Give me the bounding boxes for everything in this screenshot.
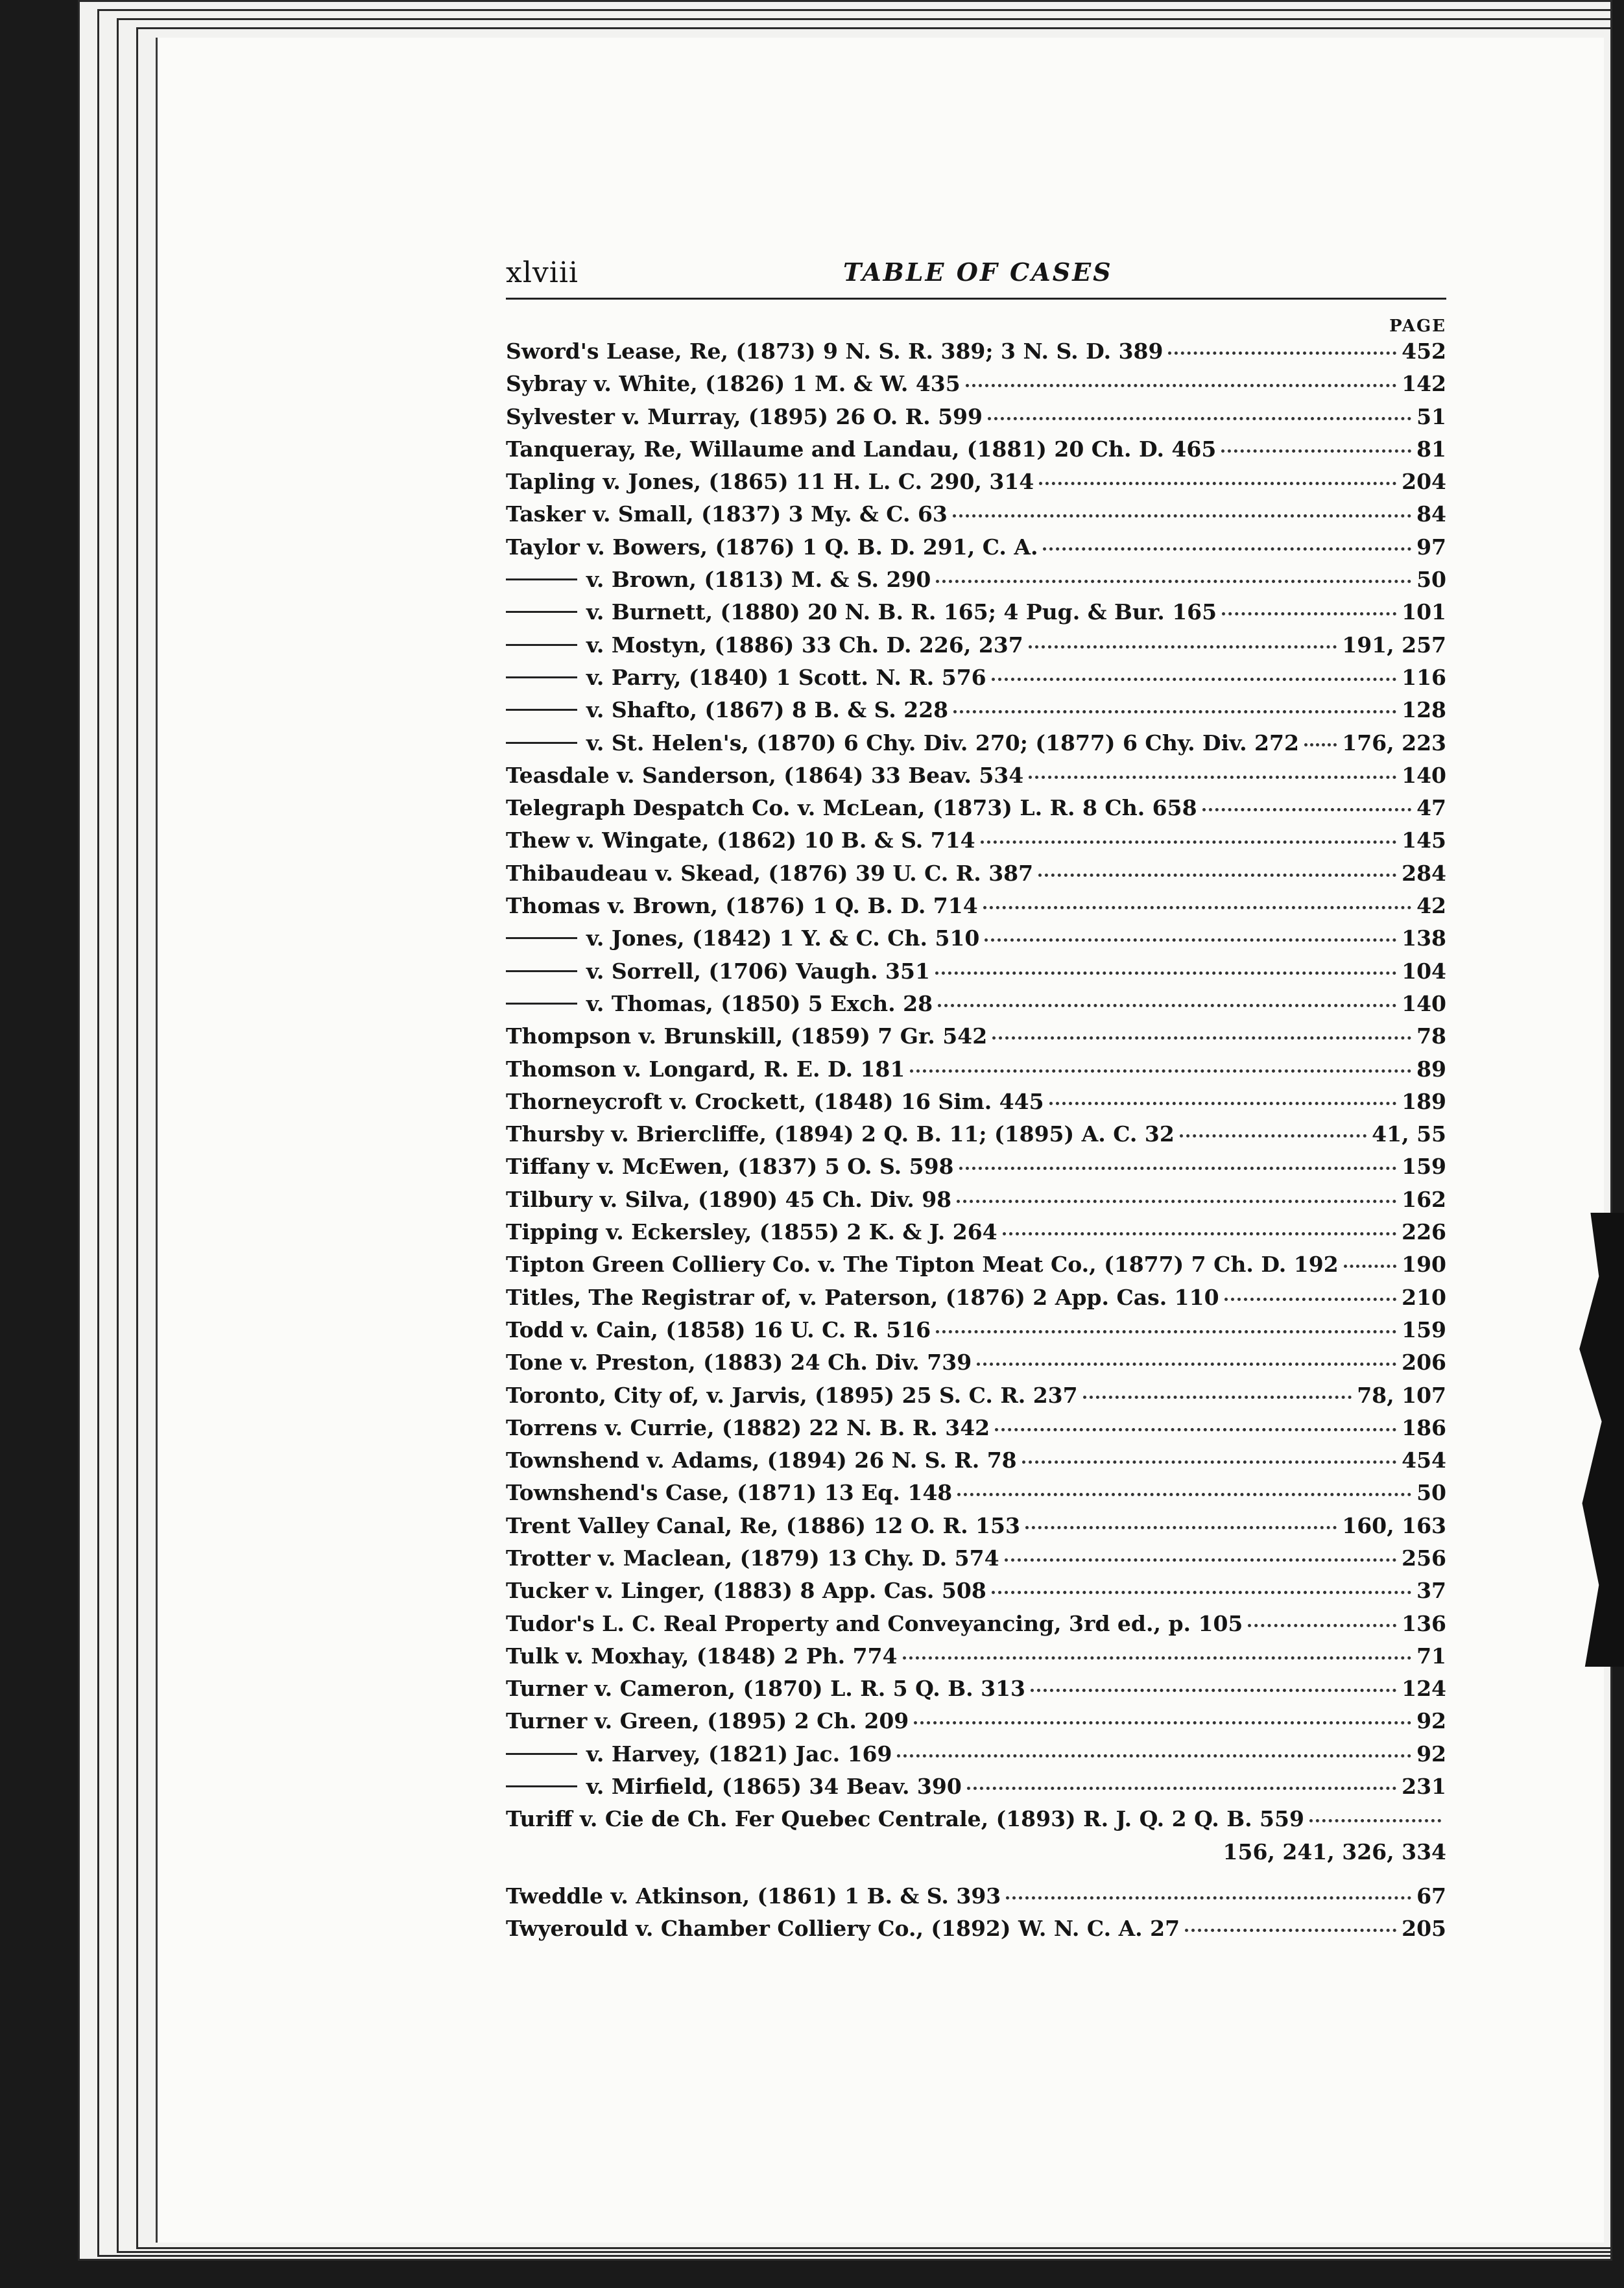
case-page-number: 452 [1402, 339, 1446, 364]
case-entry [506, 1513, 1446, 1545]
case-entry [506, 1415, 1446, 1448]
case-entry [506, 501, 1446, 534]
case-name: Tudor's L. C. Real Property and Conveyancing, 3rd ed., p. 105 [506, 1610, 1243, 1636]
case-name: Trent Valley Canal, Re, (1886) 12 O. R. 153 [506, 1512, 1020, 1538]
case-page-number: 50 [1416, 567, 1446, 593]
case-page-number: 37 [1416, 1578, 1446, 1604]
case-page-number: 89 [1416, 1056, 1446, 1082]
case-page-number: 256 [1402, 1545, 1446, 1571]
case-name: Todd v. Cain, (1858) 16 U. C. R. 516 [506, 1317, 931, 1342]
case-page-number: 84 [1416, 501, 1446, 527]
dot-leader [1224, 1298, 1397, 1301]
case-name: Tiffany v. McEwen, (1837) 5 O. S. 598 [506, 1154, 954, 1180]
case-page-number: 190 [1402, 1252, 1446, 1278]
case-name: Telegraph Despatch Co. v. McLean, (1873) L. R. 8 Ch. 658 [506, 795, 1197, 821]
case-entry [506, 1121, 1446, 1154]
case-entry [506, 665, 1446, 697]
case-entry [506, 1089, 1446, 1121]
case-name: Tasker v. Small, (1837) 3 My. & C. 63 [506, 501, 948, 527]
dot-leader [1003, 1232, 1396, 1235]
case-entry [506, 861, 1446, 893]
case-name: v. Brown, (1813) M. & S. 290 [586, 567, 931, 593]
dot-leader [1304, 743, 1337, 746]
case-entry [506, 925, 1446, 958]
case-name: Torrens v. Currie, (1882) 22 N. B. R. 342 [506, 1414, 990, 1440]
case-name: Tipton Green Colliery Co. v. The Tipton Meat Co., (1877) 7 Ch. D. 192 [506, 1252, 1339, 1278]
dot-leader [1248, 1624, 1396, 1627]
dot-leader [967, 1787, 1396, 1790]
ditto-dash [506, 970, 577, 972]
case-name: Tweddle v. Atkinson, (1861) 1 B. & S. 393 [506, 1883, 1001, 1909]
ditto-dash [506, 1003, 577, 1005]
case-name: Turner v. Green, (1895) 2 Ch. 209 [506, 1708, 909, 1734]
dot-leader [1083, 1396, 1352, 1399]
dot-leader [1029, 645, 1337, 649]
case-name: v. Sorrell, (1706) Vaugh. 351 [586, 958, 930, 984]
case-page-number: 205 [1402, 1916, 1446, 1942]
ditto-dash [506, 644, 577, 646]
dot-leader [1168, 352, 1396, 355]
case-entry [506, 1774, 1446, 1806]
case-name: Turiff v. Cie de Ch. Fer Quebec Centrale, (1893) R. J. Q. 2 Q. B. 559 [506, 1806, 1304, 1832]
page-content [506, 256, 1446, 1949]
case-entry [506, 1480, 1446, 1512]
ditto-dash [506, 709, 577, 711]
dot-leader [1180, 1134, 1367, 1138]
dot-leader [1202, 808, 1412, 811]
case-entry [506, 1916, 1446, 1948]
case-name: Titles, The Registrar of, v. Paterson, (1876) 2 App. Cas. 110 [506, 1284, 1219, 1310]
case-page-number: 156, 241, 326, 334 [1223, 1839, 1446, 1865]
dot-leader [1043, 547, 1411, 551]
case-entry [506, 1676, 1446, 1708]
case-name: v. St. Helen's, (1870) 6 Chy. Div. 270; (1877) 6 Chy. Div. 272 [586, 730, 1299, 756]
dot-leader [1039, 482, 1396, 485]
ditto-dash [506, 578, 577, 580]
dot-leader [938, 1004, 1396, 1007]
dot-leader [910, 1069, 1411, 1073]
dot-leader [1022, 1460, 1396, 1464]
case-page-number: 124 [1402, 1676, 1446, 1702]
dot-leader [897, 1754, 1411, 1758]
dot-leader [953, 710, 1396, 713]
case-page-number: 159 [1402, 1154, 1446, 1180]
case-entry [506, 1187, 1446, 1219]
case-entry [506, 1350, 1446, 1382]
case-entry [506, 567, 1446, 599]
dot-leader [959, 1167, 1397, 1170]
case-page-number: 138 [1402, 925, 1446, 951]
case-name: Turner v. Cameron, (1870) L. R. 5 Q. B. 313 [506, 1676, 1025, 1702]
case-page-number: 41, 55 [1372, 1121, 1446, 1147]
case-page-number: 176, 223 [1342, 730, 1446, 756]
dot-leader [985, 938, 1396, 942]
case-entry [506, 959, 1446, 991]
dot-leader [1006, 1896, 1411, 1900]
case-entry [506, 599, 1446, 632]
ditto-dash [506, 937, 577, 939]
case-page-number: 206 [1402, 1350, 1446, 1376]
case-page-number: 47 [1416, 795, 1446, 821]
running-header [506, 256, 1446, 300]
case-entry [506, 1448, 1446, 1480]
case-name: Thompson v. Brunskill, (1859) 7 Gr. 542 [506, 1023, 988, 1049]
dot-leader [914, 1721, 1411, 1724]
case-page-number: 42 [1416, 893, 1446, 919]
case-name: v. Thomas, (1850) 5 Exch. 28 [586, 990, 933, 1016]
case-entry [506, 828, 1446, 860]
case-entry [506, 632, 1446, 665]
dot-leader [977, 1363, 1396, 1366]
dot-leader [936, 580, 1411, 583]
case-page-number: 210 [1402, 1284, 1446, 1310]
case-page-number: 136 [1402, 1610, 1446, 1636]
dot-leader [981, 840, 1397, 844]
case-page-number: 160, 163 [1342, 1512, 1446, 1538]
case-entry [506, 469, 1446, 501]
case-page-number: 284 [1402, 860, 1446, 886]
dot-leader [936, 1330, 1396, 1333]
dot-leader [1222, 612, 1396, 615]
case-name: Thomson v. Longard, R. E. D. 181 [506, 1056, 905, 1082]
ditto-dash [506, 742, 577, 744]
case-page-number: 67 [1416, 1883, 1446, 1909]
case-name: Townshend's Case, (1871) 13 Eq. 148 [506, 1480, 953, 1506]
dot-leader [935, 971, 1396, 975]
dot-leader [988, 417, 1411, 420]
dot-leader [1029, 776, 1396, 779]
case-page-number: 92 [1416, 1708, 1446, 1734]
page-column-label: PAGE [1389, 316, 1446, 336]
case-page-number: 454 [1402, 1448, 1446, 1473]
dot-leader [995, 1428, 1396, 1431]
case-page-number: 140 [1402, 762, 1446, 788]
case-entry [506, 697, 1446, 730]
ditto-dash [506, 1753, 577, 1755]
case-name: Tulk v. Moxhay, (1848) 2 Ph. 774 [506, 1643, 898, 1669]
case-page-number: 226 [1402, 1219, 1446, 1245]
case-entry [506, 1383, 1446, 1415]
case-page-number: 142 [1402, 371, 1446, 397]
dot-leader [1038, 874, 1396, 877]
case-entry [506, 1545, 1446, 1578]
case-entry [506, 1883, 1446, 1916]
dot-leader [992, 678, 1396, 681]
case-entry [506, 1643, 1446, 1676]
case-name: v. Parry, (1840) 1 Scott. N. R. 576 [586, 664, 986, 690]
dot-leader [957, 1200, 1396, 1203]
dot-leader [1031, 1689, 1396, 1692]
case-entry [506, 1741, 1446, 1774]
case-page-number: 116 [1402, 664, 1446, 690]
case-entry [506, 371, 1446, 403]
case-entry [506, 1317, 1446, 1350]
case-name: v. Burnett, (1880) 20 N. B. R. 165; 4 Pug. & Bur. 165 [586, 599, 1217, 625]
case-page-number: 189 [1402, 1088, 1446, 1114]
case-entry [506, 1219, 1446, 1252]
ditto-dash [506, 611, 577, 613]
case-entry [506, 1708, 1446, 1741]
case-name: v. Shafto, (1867) 8 B. & S. 228 [586, 697, 949, 723]
case-page-number: 191, 257 [1342, 632, 1446, 658]
case-name: Thomas v. Brown, (1876) 1 Q. B. D. 714 [506, 893, 978, 919]
case-entry [506, 893, 1446, 925]
case-name: v. Harvey, (1821) Jac. 169 [586, 1741, 892, 1767]
ditto-dash [506, 676, 577, 678]
case-entry [506, 1023, 1446, 1056]
case-page-number: 140 [1402, 990, 1446, 1016]
case-name: Tucker v. Linger, (1883) 8 App. Cas. 508 [506, 1578, 986, 1604]
dot-leader [992, 1036, 1411, 1040]
case-entry [506, 436, 1446, 469]
case-name: Thursby v. Briercliffe, (1894) 2 Q. B. 11; (1895) A. C. 32 [506, 1121, 1175, 1147]
case-name: Taylor v. Bowers, (1876) 1 Q. B. D. 291, C. A. [506, 534, 1038, 560]
running-title: TABLE OF CASES [843, 257, 1113, 287]
case-entry [506, 1056, 1446, 1089]
case-entry [506, 1611, 1446, 1643]
case-entry [506, 404, 1446, 436]
case-name: Thew v. Wingate, (1862) 10 B. & S. 714 [506, 828, 975, 853]
case-page-number: 145 [1402, 828, 1446, 853]
case-name: Twyerould v. Chamber Colliery Co., (1892) W. N. C. A. 27 [506, 1916, 1180, 1942]
case-page-number: 186 [1402, 1414, 1446, 1440]
dot-leader [903, 1656, 1412, 1660]
case-name: Tipping v. Eckersley, (1855) 2 K. & J. 264 [506, 1219, 997, 1245]
dot-leader [1221, 449, 1411, 453]
case-page-number: 81 [1416, 436, 1446, 462]
case-name: Tilbury v. Silva, (1890) 45 Ch. Div. 98 [506, 1186, 952, 1212]
case-name: Thibaudeau v. Skead, (1876) 39 U. C. R. 387 [506, 860, 1034, 886]
dot-leader [966, 384, 1396, 387]
case-name: Thorneycroft v. Crockett, (1848) 16 Sim. 445 [506, 1088, 1044, 1114]
case-name: Tapling v. Jones, (1865) 11 H. L. C. 290, 314 [506, 469, 1034, 495]
case-name: v. Mirfield, (1865) 34 Beav. 390 [586, 1774, 962, 1800]
dot-leader [983, 906, 1411, 909]
case-page-number: 78, 107 [1357, 1382, 1446, 1408]
ditto-dash [506, 1785, 577, 1787]
case-page-number: 128 [1402, 697, 1446, 723]
case-entry [506, 339, 1446, 371]
dot-leader [957, 1493, 1411, 1496]
case-page-number: 162 [1402, 1186, 1446, 1212]
case-name: Sybray v. White, (1826) 1 M. & W. 435 [506, 371, 961, 397]
case-name: v. Jones, (1842) 1 Y. & C. Ch. 510 [586, 925, 980, 951]
case-page-number: 204 [1402, 469, 1446, 495]
case-name: Trotter v. Maclean, (1879) 13 Chy. D. 574 [506, 1545, 999, 1571]
case-entry [506, 534, 1446, 567]
case-name: Teasdale v. Sanderson, (1864) 33 Beav. 534 [506, 762, 1024, 788]
case-name: Toronto, City of, v. Jarvis, (1895) 25 S. C. R. 237 [506, 1382, 1078, 1408]
dot-leader [1344, 1265, 1396, 1268]
case-page-number: 71 [1416, 1643, 1446, 1669]
case-page-number: 97 [1416, 534, 1446, 560]
case-name: Sword's Lease, Re, (1873) 9 N. S. R. 389; 3 N. S. D. 389 [506, 339, 1164, 364]
case-entry [506, 991, 1446, 1023]
case-page-number: 50 [1416, 1480, 1446, 1506]
dot-leader [953, 514, 1411, 518]
case-list [506, 339, 1446, 1949]
dot-leader [1185, 1929, 1396, 1932]
case-entry [506, 730, 1446, 763]
case-entry-continued [506, 1839, 1446, 1872]
dot-leader [1025, 1526, 1337, 1529]
case-entry [506, 1285, 1446, 1317]
case-page-number: 104 [1402, 958, 1446, 984]
case-page-number: 159 [1402, 1317, 1446, 1342]
case-name: Tone v. Preston, (1883) 24 Ch. Div. 739 [506, 1350, 972, 1376]
case-name: v. Mostyn, (1886) 33 Ch. D. 226, 237 [586, 632, 1023, 658]
case-page-number: 101 [1402, 599, 1446, 625]
page-folio: xlviii [506, 256, 579, 289]
case-name: Tanqueray, Re, Willaume and Landau, (1881) 20 Ch. D. 465 [506, 436, 1217, 462]
case-name: Sylvester v. Murray, (1895) 26 O. R. 599 [506, 403, 983, 429]
case-page-number: 51 [1416, 403, 1446, 429]
case-entry [506, 1252, 1446, 1284]
case-entry [506, 1154, 1446, 1186]
dot-leader [1005, 1558, 1397, 1562]
case-page-number: 92 [1416, 1741, 1446, 1767]
case-entry [506, 763, 1446, 795]
case-entry [506, 795, 1446, 828]
case-name: Townshend v. Adams, (1894) 26 N. S. R. 78 [506, 1448, 1017, 1473]
case-entry [506, 1806, 1446, 1839]
case-entry [506, 1578, 1446, 1610]
dot-leader [992, 1591, 1411, 1594]
case-page-number: 231 [1402, 1774, 1446, 1800]
case-page-number: 78 [1416, 1023, 1446, 1049]
dot-leader [1049, 1102, 1397, 1105]
dot-leader [1309, 1819, 1441, 1822]
